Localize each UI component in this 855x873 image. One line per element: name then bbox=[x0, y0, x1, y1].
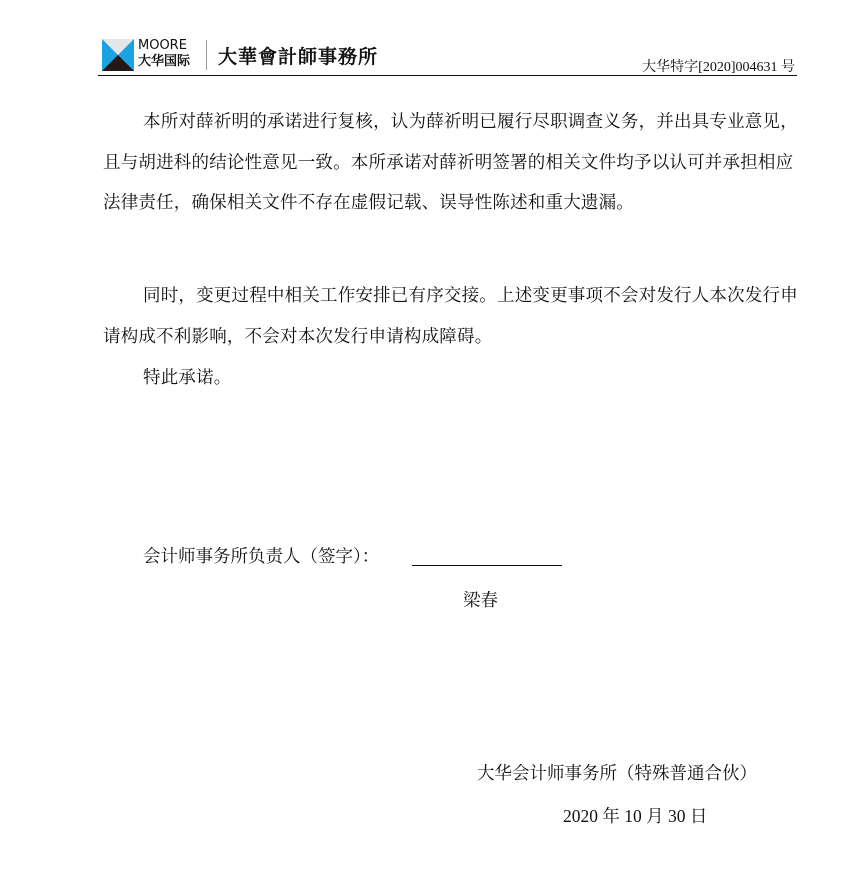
document-date: 2020 年 10 月 30 日 bbox=[563, 806, 708, 826]
document-number: 大华特字[2020]004631 号 bbox=[642, 60, 795, 75]
brand-cn: 大华国际 bbox=[138, 54, 191, 69]
paragraph-handover: 同时，变更过程中相关工作安排已有序交接。上述变更事项不会对发行人本次发行申请构成不利影响，不会对本次发行申请构成障碍。 bbox=[103, 286, 798, 347]
brand-name bbox=[138, 38, 190, 70]
signer-name: 梁春 bbox=[463, 591, 498, 611]
paragraph-closing: 特此承诺。 bbox=[143, 368, 232, 388]
signature-label: 会计师事务所负责人（签字）： bbox=[143, 547, 380, 567]
firm-name: 大华会计师事务所（特殊普通合伙） bbox=[477, 764, 757, 784]
moore-logo-icon bbox=[102, 39, 134, 71]
header-rule bbox=[98, 75, 797, 76]
signature-line bbox=[412, 565, 562, 566]
brand-en: MOORE bbox=[138, 38, 187, 53]
paragraph-review: 本所对薛祈明的承诺进行复核，认为薛祈明已履行尽职调查义务，并出具专业意见，且与胡进科的结论性意见一致。本所承诺对薛祈明签署的相关文件均予以认可并承担相应法律责任，确保相关文件不存在虚假记载、误导性陈述和重大遗漏。 bbox=[103, 112, 798, 213]
header-divider bbox=[206, 40, 207, 70]
firm-logo-text: 大華會計師事務所 bbox=[218, 46, 379, 68]
